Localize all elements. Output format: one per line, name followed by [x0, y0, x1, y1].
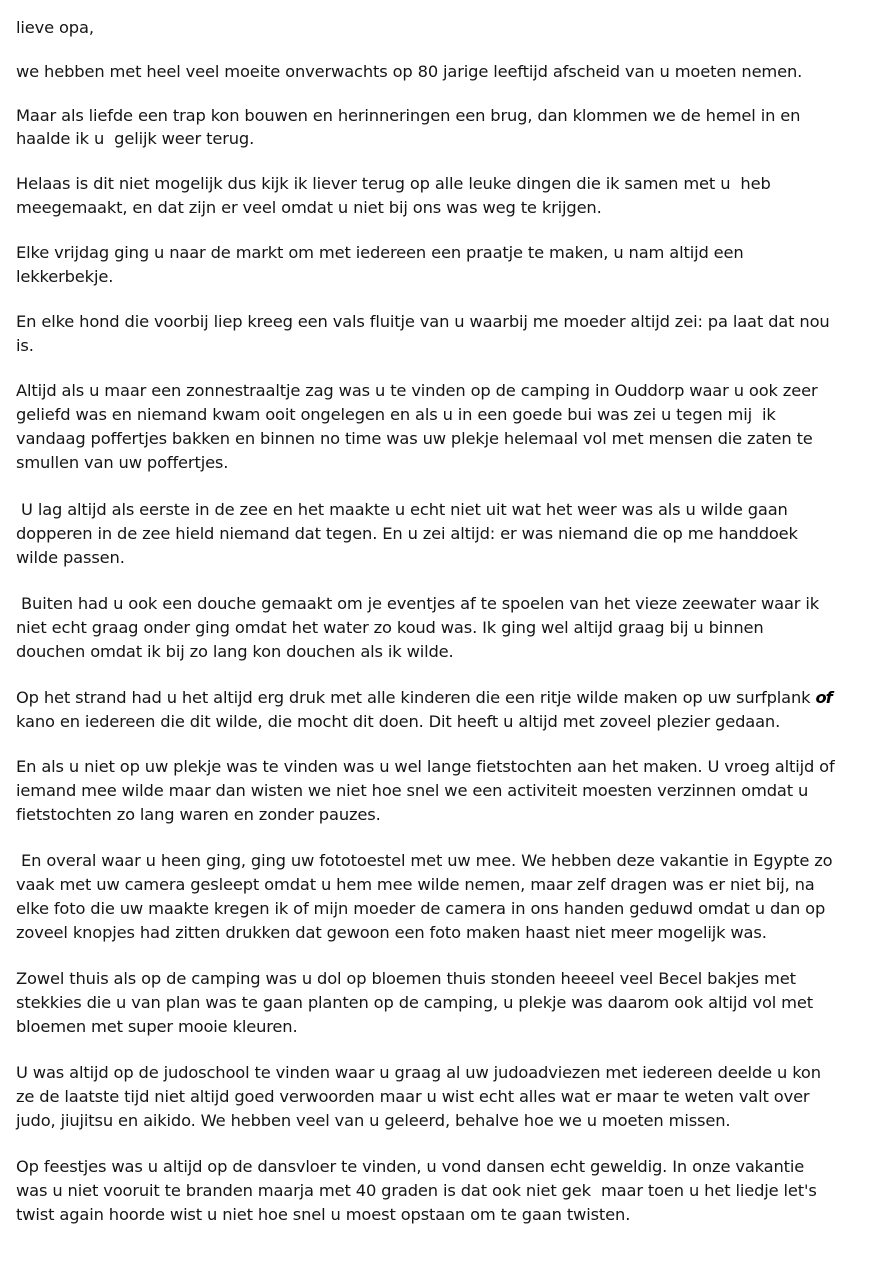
- text-line: lekkerbekje.: [16, 267, 114, 286]
- text-line: wilde passen.: [16, 548, 125, 567]
- text-line: stekkies die u van plan was te gaan planten op de camping, u plekje was daarom ook altijd vol met: [16, 993, 813, 1012]
- text-line: iemand mee wilde maar dan wisten we niet hoe snel we een activiteit moesten verzinnen omdat u: [16, 781, 809, 800]
- text-line: haalde ik u gelijk weer terug.: [16, 129, 255, 148]
- text-line: Buiten had u ook een douche gemaakt om je eventjes af te spoelen van het vieze zeewater waar ik: [16, 594, 819, 613]
- text-line: En als u niet op uw plekje was te vinden was u wel lange fietstochten aan het maken. U vroeg altijd of: [16, 757, 835, 776]
- text-line: is.: [16, 336, 34, 355]
- text-line: smullen van uw poffertjes.: [16, 453, 229, 472]
- text-line: ze de laatste tijd niet altijd goed verwoorden maar u wist echt alles wat er maar te weten valt over: [16, 1087, 810, 1106]
- text-line: elke foto die uw maakte kregen ik of mijn moeder de camera in ons handen geduwd omdat u dan op: [16, 899, 826, 918]
- text-line: Op feestjes was u altijd op de dansvloer te vinden, u vond dansen echt geweldig. In onze vakantie: [16, 1157, 805, 1176]
- text-line: we hebben met heel veel moeite onverwachts op 80 jarige leeftijd afscheid van u moeten nemen.: [16, 62, 803, 81]
- text-line: kano en iedereen die dit wilde, die mocht dit doen. Dit heeft u altijd met zoveel plezier gedaan.: [16, 712, 781, 731]
- text-line: vandaag poffertjes bakken en binnen no time was uw plekje helemaal vol met mensen die zaten te: [16, 429, 813, 448]
- text-line: En elke hond die voorbij liep kreeg een vals fluitje van u waarbij me moeder altijd zei: pa laat dat nou: [16, 312, 830, 331]
- text-line: U lag altijd als eerste in de zee en het maakte u echt niet uit wat het weer was als u wilde gaan: [16, 500, 788, 519]
- text-line: fietstochten zo lang waren en zonder pauzes.: [16, 805, 381, 824]
- text-line: Helaas is dit niet mogelijk dus kijk ik liever terug op alle leuke dingen die ik samen met u heb: [16, 174, 771, 193]
- text-line: douchen omdat ik bij zo lang kon douchen als ik wilde.: [16, 642, 454, 661]
- text-line-with-handwritten-mark: [16, 686, 832, 710]
- text-line: Zowel thuis als op de camping was u dol op bloemen thuis stonden heeeel veel Becel bakjes met: [16, 969, 796, 988]
- text-line: zoveel knopjes had zitten drukken dat gewoon een foto maken haast niet meer mogelijk was.: [16, 923, 767, 942]
- text-line: En overal waar u heen ging, ging uw fototoestel met uw mee. We hebben deze vakantie in Egypte zo: [16, 851, 833, 870]
- text-line: Altijd als u maar een zonnestraaltje zag was u te vinden op de camping in Ouddorp waar u ook zeer: [16, 381, 818, 400]
- text-line: niet echt graag onder ging omdat het water zo koud was. Ik ging wel altijd graag bij u binnen: [16, 618, 764, 637]
- text-line: dopperen in de zee hield niemand dat tegen. En u zei altijd: er was niemand die op me handdoek: [16, 524, 798, 543]
- text-line: twist again hoorde wist u niet hoe snel u moest opstaan om te gaan twisten.: [16, 1205, 631, 1224]
- text-line: Op het strand had u het altijd erg druk met alle kinderen die een ritje wilde maken op uw surfplank: [16, 688, 811, 707]
- text-line: U was altijd op de judoschool te vinden waar u graag al uw judoadviezen met iedereen deelde u kon: [16, 1063, 821, 1082]
- text-line: geliefd was en niemand kwam ooit ongelegen en als u in een goede bui was zei u tegen mij ik: [16, 405, 776, 424]
- text-line: bloemen met super mooie kleuren.: [16, 1017, 298, 1036]
- handwritten-mark: of: [815, 688, 832, 707]
- text-line: judo, jiujitsu en aikido. We hebben veel van u geleerd, behalve hoe we u moeten missen.: [16, 1111, 731, 1130]
- text-line: vaak met uw camera gesleept omdat u hem mee wilde nemen, maar zelf dragen was er niet bij, na: [16, 875, 815, 894]
- text-line: meegemaakt, en dat zijn er veel omdat u niet bij ons was weg te krijgen.: [16, 198, 602, 217]
- text-line: Maar als liefde een trap kon bouwen en herinneringen een brug, dan klommen we de hemel in en: [16, 106, 801, 125]
- text-line: was u niet vooruit te branden maarja met 40 graden is dat ook niet gek maar toen u het liedje let's: [16, 1181, 817, 1200]
- text-line: Elke vrijdag ging u naar de markt om met iedereen een praatje te maken, u nam altijd een: [16, 243, 744, 262]
- greeting: lieve opa,: [16, 18, 94, 37]
